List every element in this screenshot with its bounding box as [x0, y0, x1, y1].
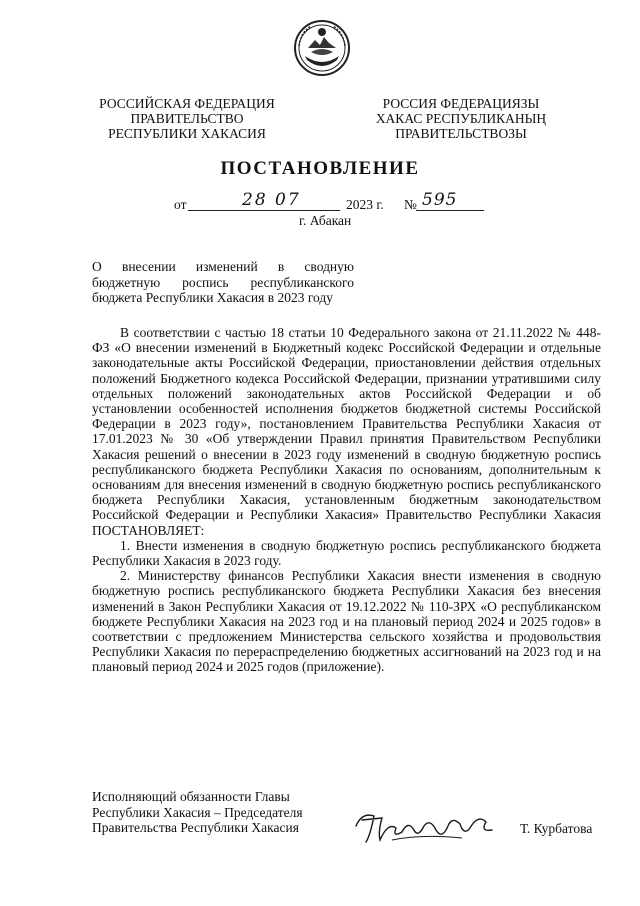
signatory-line: Республики Хакасия – Председателя [92, 804, 303, 820]
header-right-line: ХАКАС РЕСПУБЛИКАНЫҢ [375, 111, 547, 126]
signer-name: Т. Курбатова [520, 821, 593, 836]
header-left-line: РОССИЙСКАЯ ФЕДЕРАЦИЯ [99, 96, 275, 111]
coat-of-arms-icon [293, 18, 351, 78]
header-left [92, 96, 282, 141]
header-left-line: РЕСПУБЛИКИ ХАКАСИЯ [108, 126, 266, 141]
body-paragraph: 1. Внести изменения в сводную бюджетную роспись республиканского бюджета Республики Хакасия в 2023 году. [92, 537, 601, 569]
header-right [356, 96, 566, 141]
year-text: 2023 г. [346, 197, 384, 212]
number-underline [416, 210, 484, 211]
header-right-line: ПРАВИТЕЛЬСТВОЗЫ [395, 126, 527, 141]
number-sign: № [404, 197, 417, 212]
body-paragraph: В соответствии с частью 18 статьи 10 Федерального закона от 21.11.2022 № 448-ФЗ «О внесении изменений в Бюджетный кодекс Российской Федерации и отдельные законодательные акты Российской Федерации, приостановлении действия отдельных положений Бюджетного кодекса Российской Федерации, признании утратившими силу отдельных положений законодательных актов Российской Федерации и об установлении особенностей исполнения бюджетов бюджетной системы Российской Федерации в 2023 году», постановлением Правительства Республики Хакасия от 17.01.2023 № 30 «Об утверждении Правил принятия Правительством Республики Хакасия решений о внесении в 2023 году изменений в сводную бюджетную роспись республиканского бюджета Республики Хакасия по основаниям, дополнительным к основаниям для внесения изменений в сводную бюджетную роспись республиканского бюджета Республики Хакасия, установленным бюджетным законодательством Российской Федерации и Республики Хакасия» Правительство Республики Хакасия ПОСТАНОВЛЯЕТ: [92, 325, 601, 538]
header-right-line: РОССИЯ ФЕДЕРАЦИЯЗЫ [382, 96, 540, 111]
handwritten-date: 28 07 [242, 190, 301, 210]
signatory-line: Правительства Республики Хакасия [92, 820, 299, 835]
document-subject: О внесении изменений в сводную бюджетную роспись республиканского бюджета Республики Хакасия в 2023 году [92, 259, 354, 305]
header-left-line: ПРАВИТЕЛЬСТВО [130, 111, 244, 126]
signatory-position [92, 789, 303, 836]
signature-icon [352, 806, 502, 848]
date-underline [188, 210, 340, 211]
body-paragraph: 2. Министерству финансов Республики Хакасия внести изменения в сводную бюджетную роспись республиканского бюджета Республики Хакасия без внесения изменений в Закон Республики Хакасия от 19.12.2022 № 110-ЗРХ «О республиканском бюджете Республики Хакасия на 2023 год и на плановый период 2024 и 2025 годов» в соответствии с предложением Министерства сельского хозяйства и продовольствия Республики Хакасия по перераспределению бюджетных ассигнований на 2023 год и на плановый период 2024 и 2025 годов (приложение). [92, 568, 601, 675]
document-body [92, 325, 601, 675]
date-number-line [0, 191, 640, 215]
city: г. Абакан [299, 213, 352, 228]
date-prefix: от [174, 197, 187, 212]
signatory-line: Исполняющий обязанности Главы [92, 789, 290, 804]
handwritten-number: 595 [422, 190, 458, 210]
document-title: ПОСТАНОВЛЕНИЕ [220, 158, 420, 179]
